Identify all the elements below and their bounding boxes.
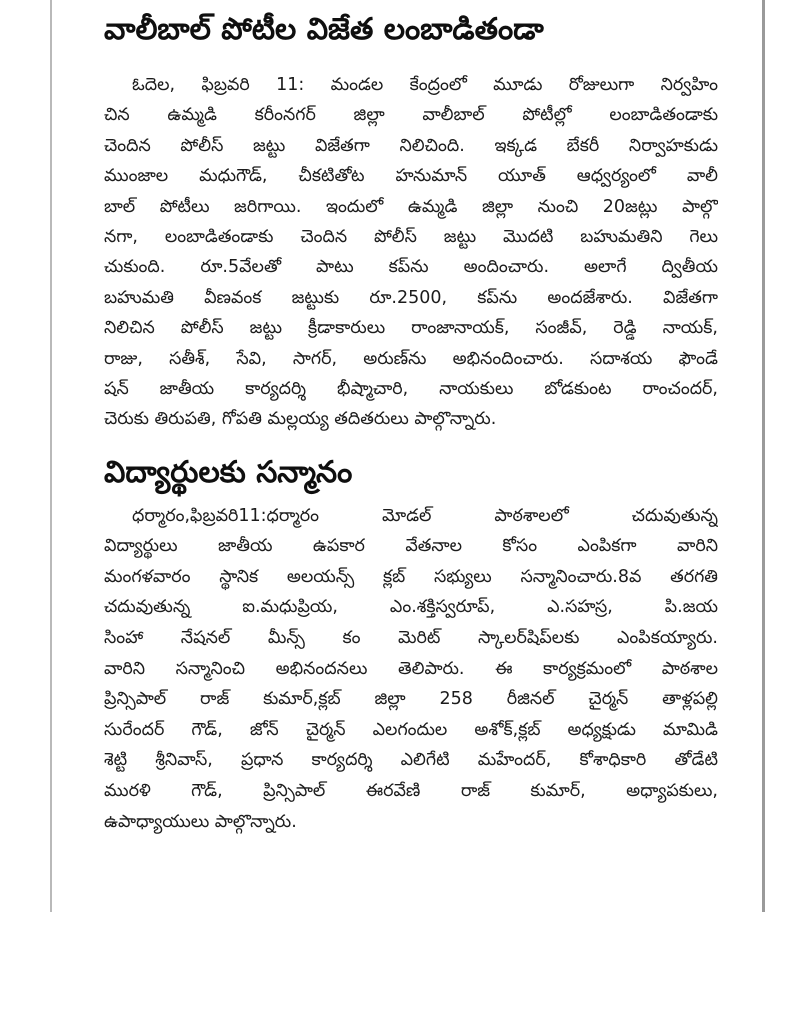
body-line: ముంజాల మధుగౌడ్, చీకటితోట హనుమాన్ యూత్ ఆధ్వర్యంలో వాలీ xyxy=(104,166,718,187)
headline-volleyball: వాలీబాల్ పోటీల విజేత లంబాడితండా xyxy=(104,12,544,47)
body-line: సింహా నేషనల్ మీన్స్ కం మెరిట్ స్కాలర్‌షిప్‌లకు ఎంపికయ్యారు. xyxy=(104,628,718,649)
body-line: ఓదెల, ఫిబ్రవరి 11: మండల కేంద్రంలో మూడు రోజులుగా నిర్వహిం xyxy=(132,75,718,95)
body-line: చుకుంది. రూ.5వేలతో పాటు కప్‌ను అందించారు. అలాగే ద్వితీయ xyxy=(104,257,718,278)
article-volleyball xyxy=(104,0,718,435)
body-line: వారిని సన్మానించి అభినందనలు తెలిపారు. ఈ కార్యక్రమంలో పాఠశాల xyxy=(104,658,718,679)
body-line: షన్ జాతీయ కార్యదర్శి భీష్మాచారి, నాయకులు బోడకుంట రాంచందర్, xyxy=(104,378,718,399)
body-line: చెందిన పోలీస్ జట్టు విజేతగా నిలిచింది. ఇక్కడ బేకరీ నిర్వాహకుడు xyxy=(104,135,718,156)
body-line: ప్రిన్సిపాల్ రాజ్ కుమార్,క్లబ్ జిల్లా 258 రీజినల్ చైర్మన్ తాళ్లపల్లి xyxy=(104,689,718,710)
article-body-volleyball xyxy=(104,70,718,435)
body-line: శెట్టి శ్రీనివాస్, ప్రధాన కార్యదర్శి ఎలిగేటి మహేందర్, కోశాధికారి తోడేటి xyxy=(104,750,718,771)
right-column-rule xyxy=(762,0,765,912)
headline-students-felicitation: విద్యార్థులకు సన్మానం xyxy=(104,454,353,490)
body-line: ఉపాధ్యాయులు పాల్గొన్నారు. xyxy=(104,811,297,832)
body-line: సురేందర్ గౌడ్, జోన్ చైర్మన్ ఎలగందుల అశోక్,క్లబ్ అధ్యక్షుడు మామిడి xyxy=(104,719,718,740)
body-line: మురళి గౌడ్, ప్రిన్సిపాల్ ఈరవేణి రాజ్ కుమార్, అధ్యాపకులు, xyxy=(104,781,718,802)
left-column-rule xyxy=(50,0,52,912)
article-students-felicitation xyxy=(104,453,718,838)
body-line: విద్యార్థులు జాతీయ ఉపకార వేతనాల కోసం ఎంపికగా వారిని xyxy=(104,536,718,557)
article-body-students-felicitation xyxy=(104,501,718,838)
body-line: నగా, లంబాడితండాకు చెందిన పోలీస్ జట్టు మొదటి బహుమతిని గెలు xyxy=(104,226,718,247)
body-line: మంగళవారం స్థానిక అలయన్స్ క్లబ్ సభ్యులు సన్మానించారు.8వ తరగతి xyxy=(104,566,718,587)
news-column xyxy=(104,0,718,930)
body-line: చదువుతున్న ఐ.మధుప్రియ, ఎం.శక్తిస్వరూప్, ఎ.సహస్ర, పి.జయ xyxy=(104,597,718,618)
body-line: బహుమతి వీణవంక జట్టుకు రూ.2500, కప్‌ను అందజేశారు. విజేతగా xyxy=(104,287,718,308)
body-line: ధర్మారం,ఫిబ్రవరి11:ధర్మారం మోడల్ పాఠశాలలో చదువుతున్న xyxy=(132,505,718,526)
body-line: రాజు, సతీశ్, సేవి, సాగర్, అరుణ్‌ను అభినందించారు. సదాశయ ఫౌండే xyxy=(104,348,718,369)
body-line: చిన ఉమ్మడి కరీంనగర్ జిల్లా వాలీబాల్ పోటీల్లో లంబాడితండాకు xyxy=(104,105,718,126)
body-line: బాల్ పోటీలు జరిగాయి. ఇందులో ఉమ్మడి జిల్లా నుంచి 20జట్లు పాల్గొ xyxy=(104,196,718,217)
body-line: నిలిచిన పోలీస్ జట్టు క్రీడాకారులు రాంజానాయక్, సంజీవ్, రెడ్డి నాయక్, xyxy=(104,318,718,339)
body-line: చెరుకు తిరుపతి, గోపతి మల్లయ్య తదితరులు పాల్గొన్నారు. xyxy=(104,409,497,430)
